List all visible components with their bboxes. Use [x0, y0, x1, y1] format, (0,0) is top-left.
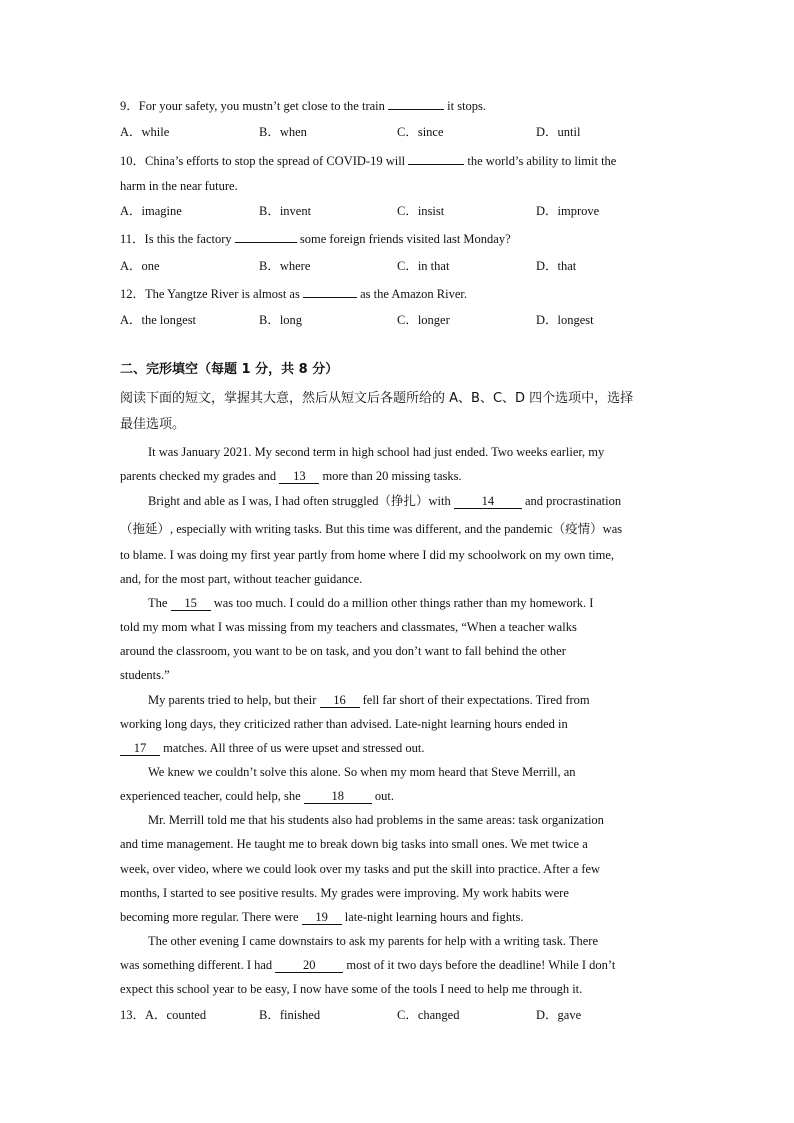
section-heading: 二、完形填空（每题 1 分，共 8 分）: [120, 362, 339, 377]
blank-14: 14: [454, 494, 522, 509]
question-10-stem: 10．China’s efforts to stop the spread of COVID-19 will: [120, 154, 406, 168]
passage-text: parents checked my grades and: [120, 469, 277, 483]
blank-19: 19: [302, 910, 342, 925]
passage-line: months, I started to see positive results. My grades were improving. My work habits were: [120, 886, 569, 900]
blank-13: 13: [279, 469, 319, 484]
option-b: B．long: [259, 313, 303, 327]
blank-18: 18: [304, 789, 372, 804]
answer-blank: [408, 152, 464, 165]
option-a: 13．A．counted: [120, 1008, 207, 1022]
passage-text: My parents tried to help, but their: [148, 693, 317, 707]
option-b: B．where: [259, 259, 311, 273]
option-b: B．when: [259, 125, 307, 139]
question-12: [120, 285, 467, 302]
passage-text: experienced teacher, could help, she: [120, 789, 301, 803]
question-11-stem-end: some foreign friends visited last Monday?: [299, 232, 511, 246]
passage-text: out.: [374, 789, 395, 803]
passage-text: was too much. I could do a million other things rather than my homework. I: [213, 596, 594, 610]
instruction-line-1: 阅读下面的短文，掌握其大意，然后从短文后各题所给的 A、B、C、D 四个选项中，选择: [120, 391, 634, 406]
option-a: A．while: [120, 125, 170, 139]
passage-line: and, for the most part, without teacher guidance.: [120, 572, 363, 586]
blank-15: 15: [171, 596, 211, 611]
passage-line: [148, 595, 593, 611]
passage-text: was something different. I had: [120, 958, 273, 972]
question-9: [120, 97, 486, 114]
passage-text: late-night learning hours and fights.: [344, 910, 524, 924]
passage-line: Mr. Merrill told me that his students also had problems in the same areas: task organization: [148, 813, 604, 827]
blank-16: 16: [320, 693, 360, 708]
passage-line: [120, 788, 394, 804]
option-d: D．improve: [536, 204, 600, 218]
passage-text: The: [148, 596, 168, 610]
option-d: D．until: [536, 125, 581, 139]
passage-line: It was January 2021. My second term in high school had just ended. Two weeks earlier, my: [148, 445, 605, 459]
question-11-stem: 11．Is this the factory: [120, 232, 232, 246]
passage-line: （拖延）, especially with writing tasks. But this time was different, and the pandemic（疫情）was: [120, 522, 623, 536]
option-d: D．that: [536, 259, 577, 273]
passage-line: [120, 957, 615, 973]
option-a: A．the longest: [120, 313, 197, 327]
passage-line: students.”: [120, 668, 170, 682]
passage-text: fell far short of their expectations. Tired from: [362, 693, 590, 707]
option-b: B．invent: [259, 204, 312, 218]
passage-line: [148, 692, 590, 708]
passage-line: [120, 740, 425, 756]
passage-line: We knew we couldn’t solve this alone. So when my mom heard that Steve Merrill, an: [148, 765, 576, 779]
passage-text: and procrastination: [524, 494, 622, 508]
question-12-stem-end: as the Amazon River.: [360, 287, 468, 301]
passage-line: [148, 493, 621, 509]
passage-line: The other evening I came downstairs to ask my parents for help with a writing task. There: [148, 934, 598, 948]
passage-text: becoming more regular. There were: [120, 910, 299, 924]
question-10-line-2: harm in the near future.: [120, 179, 238, 193]
option-d: D．longest: [536, 313, 594, 327]
option-c: C．insist: [397, 204, 445, 218]
question-9-stem: 9．For your safety, you mustn’t get close to the train: [120, 99, 385, 113]
option-c: C．since: [397, 125, 444, 139]
question-12-stem: 12．The Yangtze River is almost as: [120, 287, 300, 301]
passage-line: to blame. I was doing my first year partly from home where I did my schoolwork on my own time,: [120, 548, 614, 562]
passage-line: and time management. He taught me to break down big tasks into small ones. We met twice a: [120, 837, 588, 851]
passage-line: [120, 909, 524, 925]
passage-text: matches. All three of us were upset and stressed out.: [163, 741, 425, 755]
answer-blank: [235, 230, 297, 243]
option-d: D．gave: [536, 1008, 582, 1022]
passage-line: week, over video, where we could look over my tasks and put the skill into practice. After a few: [120, 862, 601, 876]
option-c: C．longer: [397, 313, 450, 327]
instruction-line-2: 最佳选项。: [120, 417, 186, 432]
passage-text: more than 20 missing tasks.: [322, 469, 462, 483]
blank-20: 20: [275, 958, 343, 973]
passage-line: told my mom what I was missing from my teachers and classmates, “When a teacher walks: [120, 620, 577, 634]
question-10-stem-end: the world’s ability to limit the: [467, 154, 617, 168]
passage-line: [120, 468, 462, 484]
option-a: A．one: [120, 259, 160, 273]
option-c: C．in that: [397, 259, 450, 273]
passage-line: working long days, they criticized rather than advised. Late-night learning hours ended in: [120, 717, 568, 731]
question-11: [120, 230, 511, 247]
passage-line: around the classroom, you want to be on task, and you don’t want to fall behind the other: [120, 644, 566, 658]
passage-text: most of it two days before the deadline! While I don’t: [346, 958, 616, 972]
answer-blank: [388, 97, 444, 110]
passage-line: expect this school year to be easy, I now have some of the tools I need to help me through it.: [120, 982, 583, 996]
question-9-stem-end: it stops.: [447, 99, 487, 113]
blank-17: 17: [120, 741, 160, 756]
option-a: A．imagine: [120, 204, 182, 218]
option-b: B．finished: [259, 1008, 321, 1022]
question-10: [120, 152, 616, 169]
option-c: C．changed: [397, 1008, 460, 1022]
passage-text: Bright and able as I was, I had often struggled（挣扎）with: [148, 494, 451, 508]
answer-blank: [303, 285, 357, 298]
